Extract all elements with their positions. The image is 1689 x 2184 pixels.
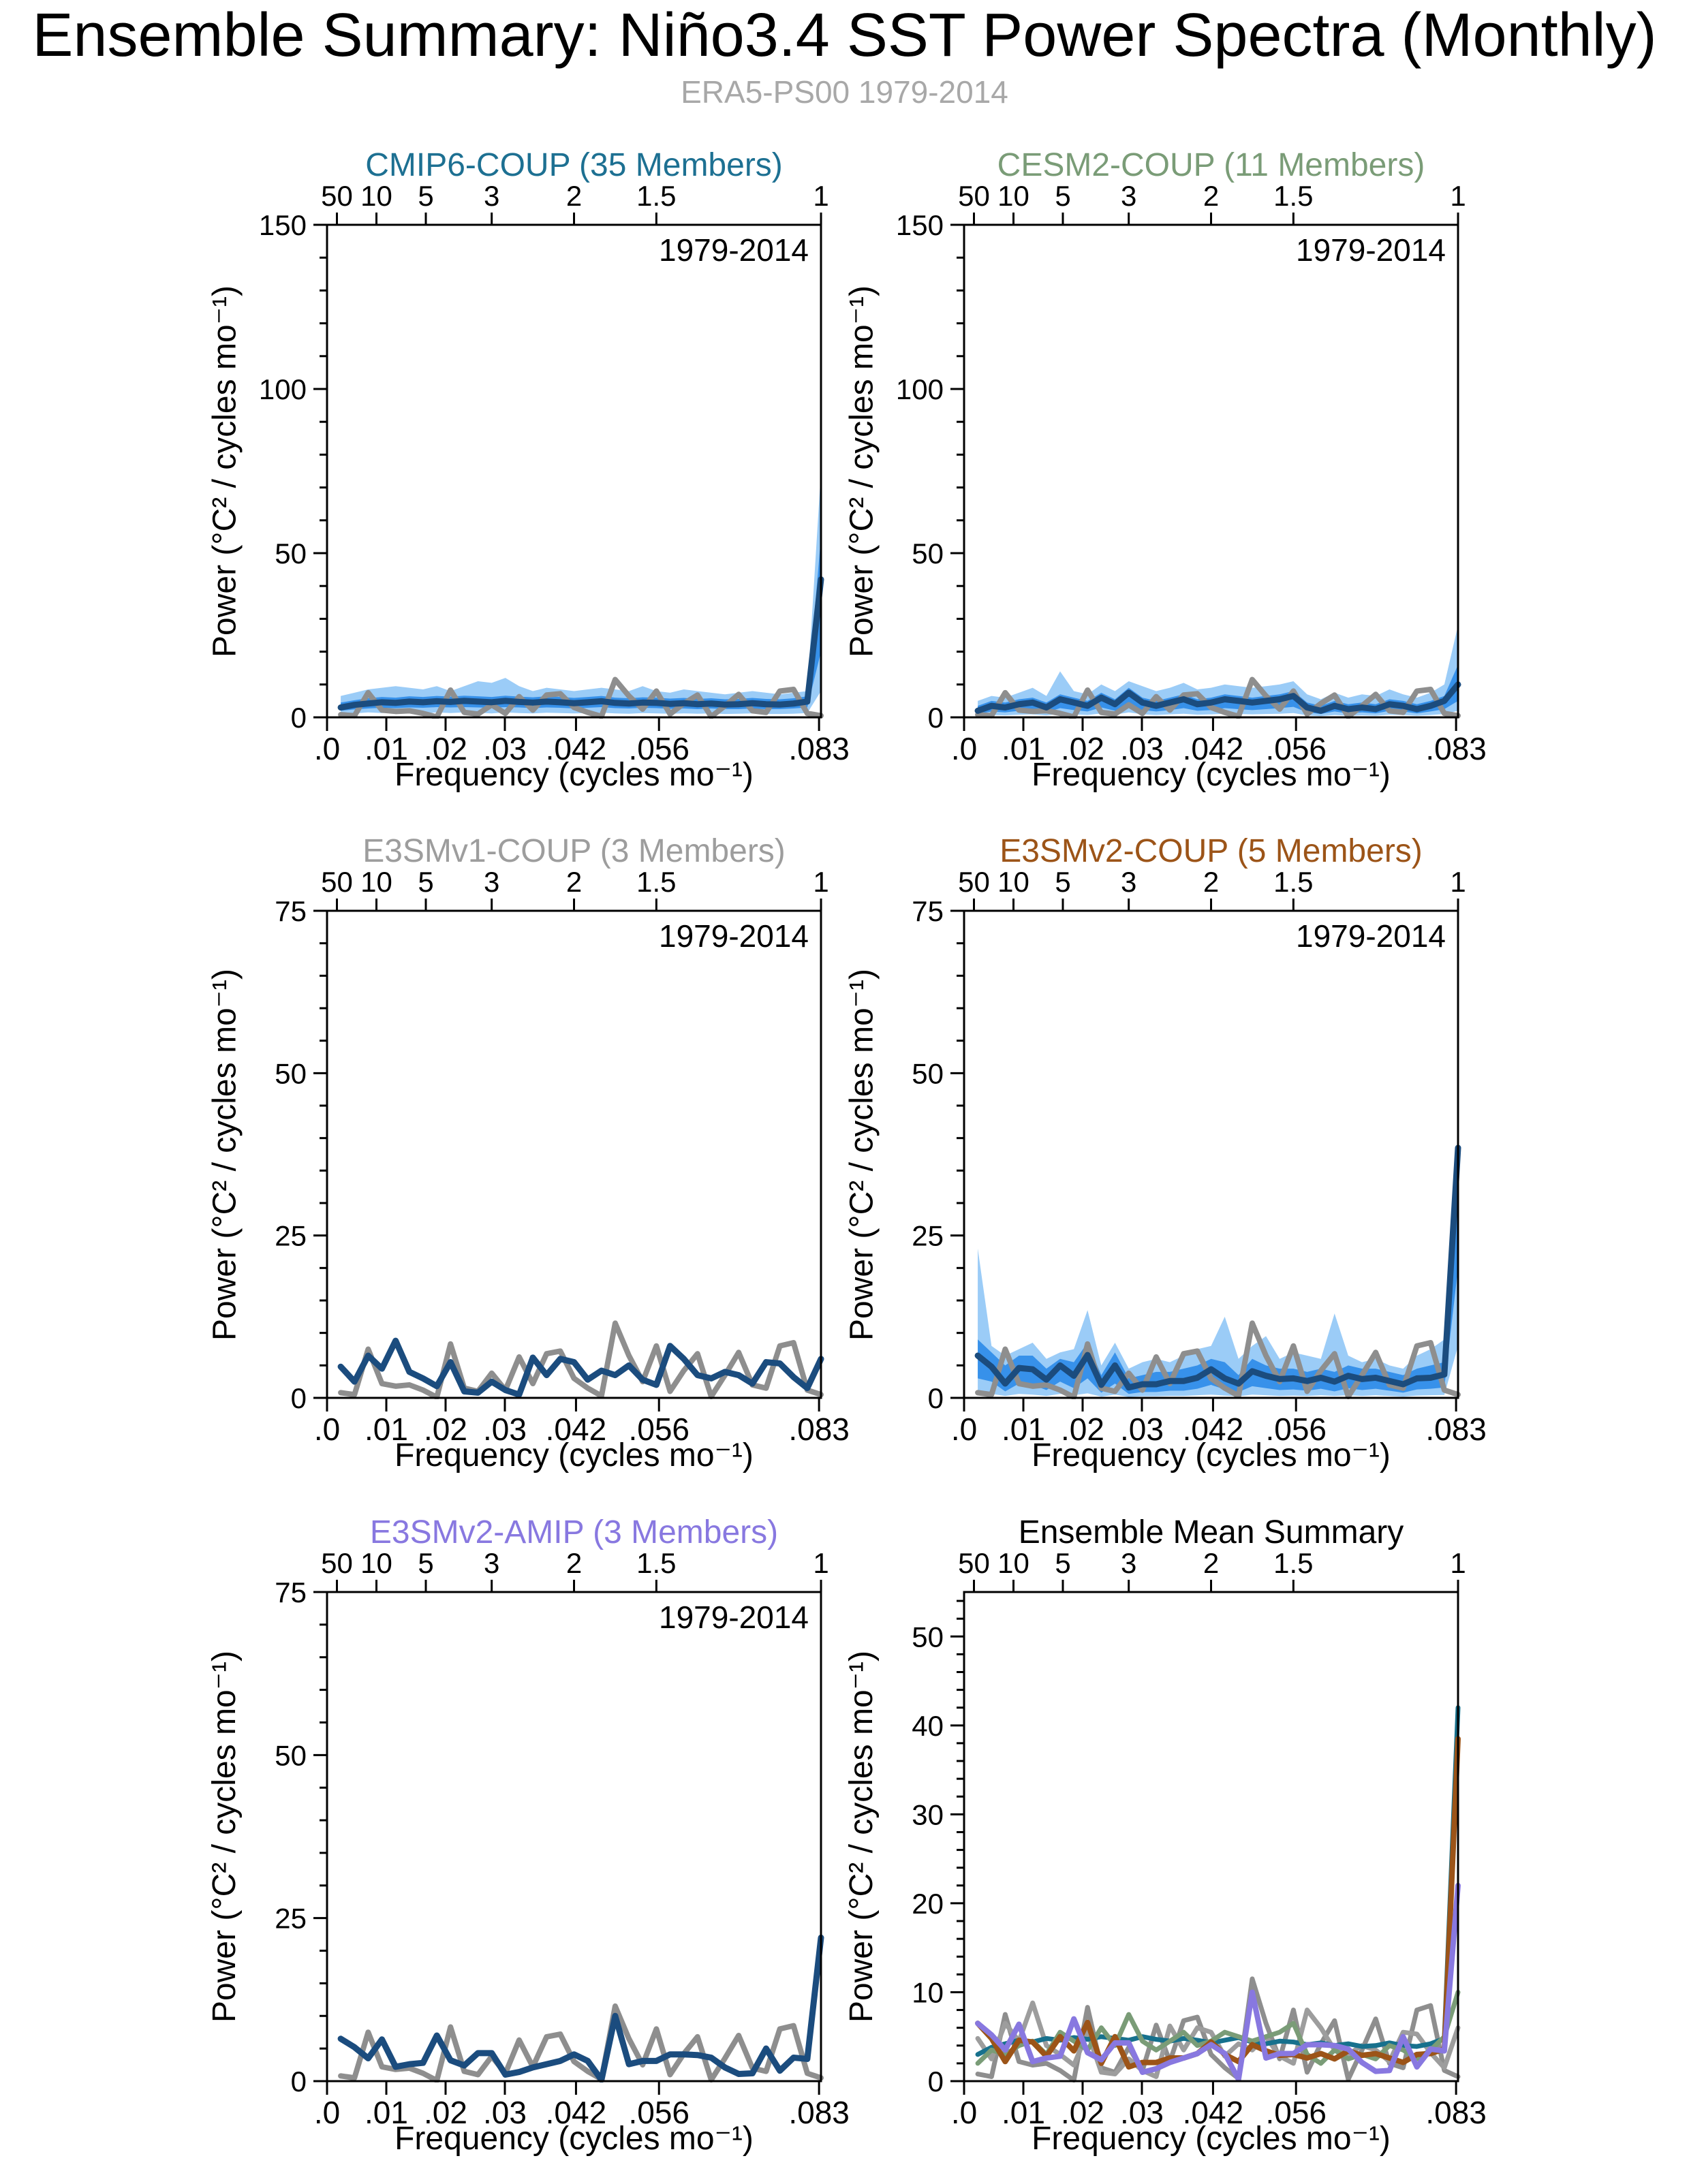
x-tick-label: .02 xyxy=(1061,2095,1104,2130)
y-tick-label: 20 xyxy=(912,1887,944,1920)
x-tick-label: .03 xyxy=(1120,731,1164,766)
band-cmip6_outer_hi xyxy=(341,471,821,715)
x-tick-label: .056 xyxy=(628,731,689,766)
panel-title: E3SMv2-COUP (5 Members) xyxy=(1000,833,1423,869)
y-tick-label: 100 xyxy=(258,373,307,405)
x-tick-label: .0 xyxy=(950,2095,978,2130)
x-tick-label: .03 xyxy=(483,2095,527,2130)
x-tick-label: .056 xyxy=(1265,2095,1327,2130)
y-tick-label: 75 xyxy=(912,895,944,927)
top-tick-label: 5 xyxy=(418,1547,434,1579)
y-tick-label: 0 xyxy=(290,2065,307,2097)
top-tick-label: 50 xyxy=(321,180,353,212)
top-tick-label: 5 xyxy=(1055,180,1071,212)
panel-title: E3SMv2-AMIP (3 Members) xyxy=(369,1514,779,1550)
top-tick-label: 10 xyxy=(360,866,392,898)
series-layer xyxy=(341,1323,821,1397)
x-tick-label: .01 xyxy=(365,2095,408,2130)
figure-subtitle: ERA5-PS00 1979-2014 xyxy=(681,74,1008,110)
series-layer xyxy=(978,625,1458,717)
top-tick-label: 5 xyxy=(1055,866,1071,898)
top-tick-label: 10 xyxy=(997,180,1029,212)
x-tick-label: .03 xyxy=(483,1411,527,1447)
x-tick-label: .0 xyxy=(950,1411,978,1447)
y-tick-label: 25 xyxy=(912,1219,944,1252)
y-tick-label: 10 xyxy=(912,1976,944,2009)
top-tick-label: 10 xyxy=(360,1547,392,1579)
plot-frame xyxy=(327,1592,821,2081)
x-tick-label: .03 xyxy=(1120,1411,1164,1447)
x-tick-label: .083 xyxy=(1425,731,1487,766)
y-tick-label: 0 xyxy=(927,702,944,734)
x-tick-label: .01 xyxy=(365,1411,408,1447)
top-tick-label: 10 xyxy=(997,866,1029,898)
panel-year-annotation: 1979-2014 xyxy=(1296,918,1446,954)
top-tick-label: 3 xyxy=(483,1547,500,1579)
figure-title: Ensemble Summary: Niño3.4 SST Power Spectra (Monthly) xyxy=(32,1,1657,69)
top-tick-label: 5 xyxy=(418,180,434,212)
y-tick-label: 50 xyxy=(912,1621,944,1653)
y-tick-label: 25 xyxy=(275,1902,307,1935)
x-tick-label: .0 xyxy=(950,731,978,766)
x-tick-label: .083 xyxy=(788,2095,850,2130)
x-tick-label: .042 xyxy=(545,2095,607,2130)
series-layer xyxy=(341,471,821,717)
top-tick-label: 1 xyxy=(813,866,829,898)
plot-frame xyxy=(327,911,821,1398)
top-tick-label: 10 xyxy=(997,1547,1029,1579)
top-tick-label: 5 xyxy=(1055,1547,1071,1579)
top-tick-label: 5 xyxy=(418,866,434,898)
x-tick-label: .0 xyxy=(313,1411,341,1447)
top-tick-label: 50 xyxy=(958,180,990,212)
top-tick-label: 1.5 xyxy=(1273,180,1314,212)
y-tick-label: 50 xyxy=(912,1057,944,1090)
y-tick-label: 50 xyxy=(275,537,307,570)
top-tick-label: 2 xyxy=(1203,866,1220,898)
x-tick-label: .042 xyxy=(1182,1411,1244,1447)
x-tick-label: .083 xyxy=(788,731,850,766)
panel-year-annotation: 1979-2014 xyxy=(659,232,809,268)
chart-cmip6-coup xyxy=(240,172,863,766)
x-tick-label: .042 xyxy=(1182,2095,1244,2130)
x-tick-label: .083 xyxy=(788,1411,850,1447)
panel-year-annotation: 1979-2014 xyxy=(659,918,809,954)
x-axis-title: Frequency (cycles mo⁻¹) xyxy=(1032,2121,1391,2157)
y-tick-label: 40 xyxy=(912,1709,944,1742)
panel-year-annotation: 1979-2014 xyxy=(1296,232,1446,268)
top-tick-label: 1.5 xyxy=(636,866,677,898)
x-axis-title: Frequency (cycles mo⁻¹) xyxy=(394,757,754,793)
top-tick-label: 2 xyxy=(565,1547,583,1579)
x-tick-label: .083 xyxy=(1425,2095,1487,2130)
top-tick-label: 1.5 xyxy=(1273,1547,1314,1579)
top-tick-label: 1.5 xyxy=(636,1547,677,1579)
top-tick-label: 1 xyxy=(1450,1547,1466,1579)
top-tick-label: 50 xyxy=(958,1547,990,1579)
top-tick-label: 3 xyxy=(483,866,500,898)
chart-e3smv2-amip xyxy=(240,1539,863,2130)
y-tick-label: 50 xyxy=(275,1057,307,1090)
plot-frame xyxy=(964,1592,1458,2081)
x-tick-label: .02 xyxy=(1061,1411,1104,1447)
series-layer xyxy=(341,1937,821,2080)
x-tick-label: .083 xyxy=(1425,1411,1487,1447)
y-tick-label: 0 xyxy=(290,702,307,734)
x-tick-label: .02 xyxy=(424,2095,467,2130)
top-tick-label: 10 xyxy=(360,180,392,212)
x-tick-label: .042 xyxy=(545,1411,607,1447)
top-tick-label: 2 xyxy=(565,866,583,898)
line-cmip6_mean xyxy=(978,1708,1458,2055)
top-tick-label: 1 xyxy=(813,180,829,212)
chart-ensemble-mean-summary xyxy=(877,1539,1500,2130)
y-axis-title: Power (°C² / cycles mo⁻¹) xyxy=(843,968,880,1341)
line-e3smv2_mean xyxy=(978,1738,1458,2067)
y-axis-title: Power (°C² / cycles mo⁻¹) xyxy=(843,1651,880,2023)
y-tick-label: 150 xyxy=(258,209,307,241)
x-axis-title: Frequency (cycles mo⁻¹) xyxy=(1032,757,1391,793)
top-tick-label: 1 xyxy=(813,1547,829,1579)
y-tick-label: 150 xyxy=(895,209,944,241)
top-tick-label: 2 xyxy=(1203,180,1220,212)
chart-cesm2-coup xyxy=(877,172,1500,766)
y-tick-label: 30 xyxy=(912,1798,944,1831)
x-axis-title: Frequency (cycles mo⁻¹) xyxy=(394,1437,754,1473)
x-tick-label: .02 xyxy=(424,1411,467,1447)
top-tick-label: 2 xyxy=(565,180,583,212)
series-layer xyxy=(978,1128,1458,1397)
x-tick-label: .042 xyxy=(545,731,607,766)
plot-frame xyxy=(964,911,1458,1398)
x-tick-label: .0 xyxy=(313,2095,341,2130)
y-axis-title: Power (°C² / cycles mo⁻¹) xyxy=(206,968,243,1341)
x-tick-label: .01 xyxy=(1002,2095,1045,2130)
top-tick-label: 3 xyxy=(1120,866,1137,898)
band-e3smv2_outer_hi xyxy=(978,1128,1458,1397)
series-layer xyxy=(978,1708,1458,2080)
x-axis-title: Frequency (cycles mo⁻¹) xyxy=(1032,1437,1391,1473)
top-tick-label: 50 xyxy=(321,1547,353,1579)
axes xyxy=(896,180,1487,766)
chart-e3smv1-coup xyxy=(240,858,863,1447)
x-tick-label: .056 xyxy=(628,1411,689,1447)
top-tick-label: 50 xyxy=(958,866,990,898)
plot-frame xyxy=(964,225,1458,717)
x-tick-label: .02 xyxy=(424,731,467,766)
line-obs xyxy=(978,1979,1458,2080)
top-tick-label: 1.5 xyxy=(1273,866,1314,898)
y-tick-label: 0 xyxy=(927,2065,944,2097)
panel-title: CESM2-COUP (11 Members) xyxy=(997,147,1425,183)
y-tick-label: 50 xyxy=(275,1739,307,1772)
x-tick-label: .0 xyxy=(313,731,341,766)
panel-title: Ensemble Mean Summary xyxy=(1018,1514,1404,1550)
axes xyxy=(259,180,850,766)
y-tick-label: 25 xyxy=(275,1219,307,1252)
x-tick-label: .01 xyxy=(365,731,408,766)
x-tick-label: .01 xyxy=(1002,731,1045,766)
top-tick-label: 1 xyxy=(1450,180,1466,212)
x-tick-label: .03 xyxy=(1120,2095,1164,2130)
y-tick-label: 100 xyxy=(895,373,944,405)
x-tick-label: .042 xyxy=(1182,731,1244,766)
y-tick-label: 0 xyxy=(290,1382,307,1414)
top-tick-label: 50 xyxy=(321,866,353,898)
top-tick-label: 3 xyxy=(1120,1547,1137,1579)
top-tick-label: 3 xyxy=(483,180,500,212)
line-obs xyxy=(341,1323,821,1397)
line-obs xyxy=(341,2006,821,2080)
x-tick-label: .056 xyxy=(1265,1411,1327,1447)
x-tick-label: .056 xyxy=(628,2095,689,2130)
y-tick-label: 0 xyxy=(927,1382,944,1414)
plot-frame xyxy=(327,225,821,717)
y-tick-label: 75 xyxy=(275,1576,307,1608)
y-tick-label: 75 xyxy=(275,895,307,927)
top-tick-label: 1.5 xyxy=(636,180,677,212)
y-axis-title: Power (°C² / cycles mo⁻¹) xyxy=(843,285,880,657)
panel-year-annotation: 1979-2014 xyxy=(659,1600,809,1635)
x-tick-label: .03 xyxy=(483,731,527,766)
top-tick-label: 3 xyxy=(1120,180,1137,212)
top-tick-label: 1 xyxy=(1450,866,1466,898)
band-cmip6_inner_hi xyxy=(341,537,821,711)
x-tick-label: .01 xyxy=(1002,1411,1045,1447)
x-tick-label: .02 xyxy=(1061,731,1104,766)
y-axis-title: Power (°C² / cycles mo⁻¹) xyxy=(206,1651,243,2023)
panel-title: E3SMv1-COUP (3 Members) xyxy=(362,833,786,869)
top-tick-label: 2 xyxy=(1203,1547,1220,1579)
chart-e3smv2-coup xyxy=(877,858,1500,1447)
y-tick-label: 50 xyxy=(912,537,944,570)
x-axis-title: Frequency (cycles mo⁻¹) xyxy=(394,2121,754,2157)
panel-title: CMIP6-COUP (35 Members) xyxy=(365,147,783,183)
y-axis-title: Power (°C² / cycles mo⁻¹) xyxy=(206,285,243,657)
x-tick-label: .056 xyxy=(1265,731,1327,766)
